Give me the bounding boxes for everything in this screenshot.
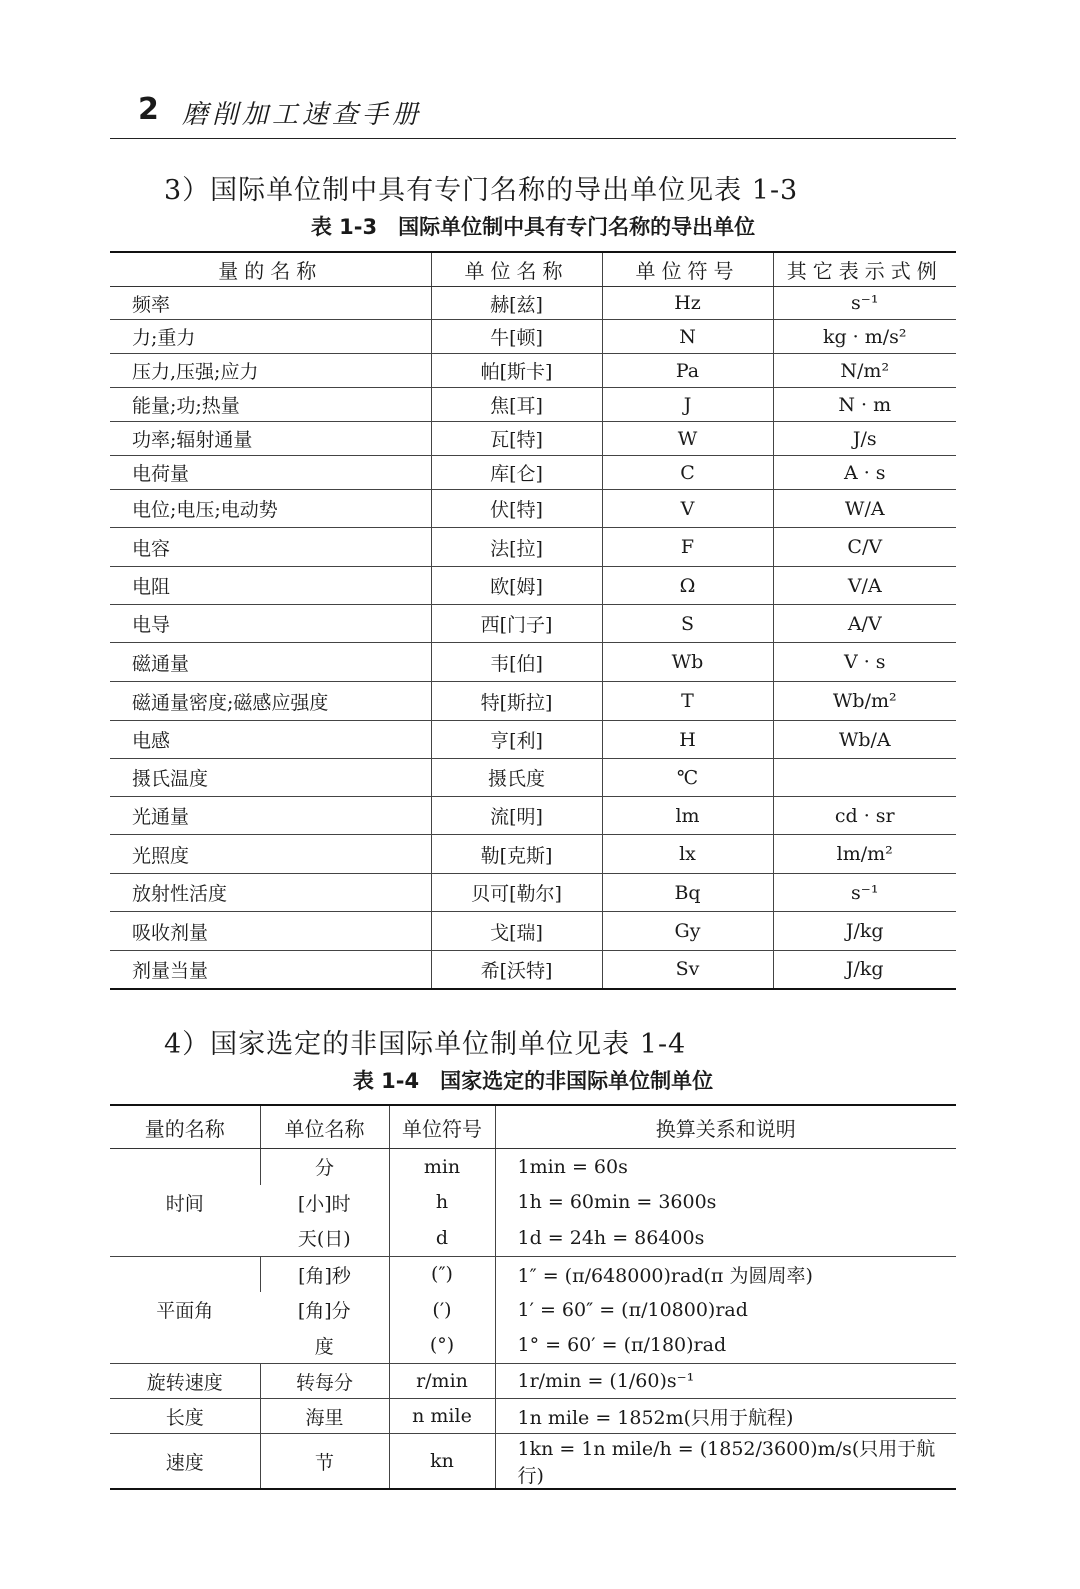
unit-name-cell: 法[拉] [431, 528, 602, 567]
unit-symbol-cell: min [389, 1149, 495, 1185]
page-header [110, 88, 956, 139]
expression-cell: kg · m/s² [773, 320, 956, 354]
unit-name-cell: 节 [260, 1434, 389, 1490]
table-row [110, 682, 956, 721]
quantity-cell: 光通量 [110, 797, 431, 835]
unit-name-cell: 瓦[特] [431, 422, 602, 456]
expression-cell: s⁻¹ [773, 874, 956, 912]
table-row [110, 422, 956, 456]
unit-symbol-cell: (°) [389, 1328, 495, 1364]
unit-symbol-cell: V [602, 490, 773, 528]
table-row [110, 567, 956, 605]
conversion-cell: 1′ = 60″ = (π/10800)rad [495, 1292, 956, 1328]
table-row [110, 388, 956, 422]
unit-name-cell: 韦[伯] [431, 643, 602, 682]
quantity-cell: 摄氏温度 [110, 759, 431, 797]
table-1-4-caption: 表 1-4 国家选定的非国际单位制单位 [352, 1069, 714, 1093]
table-1-3 [110, 251, 956, 990]
expression-cell: A/V [773, 605, 956, 643]
table-1-3-body [110, 287, 956, 989]
unit-name-cell: 天(日) [297, 1228, 351, 1251]
page-number: 2 [138, 92, 159, 127]
quantity-cell: 频率 [110, 287, 431, 320]
quantity-cell: 电位;电压;电动势 [110, 490, 431, 528]
unit-symbol-cell: h [389, 1185, 495, 1221]
quantity-cell: 旋转速度 [110, 1364, 260, 1399]
table-row [110, 1149, 956, 1185]
unit-symbol-cell: Wb [602, 643, 773, 682]
table-row [110, 605, 956, 643]
unit-name-cell: 库[仑] [431, 456, 602, 490]
expression-cell: N · m [773, 388, 956, 422]
unit-name-cell: 牛[顿] [431, 320, 602, 354]
unit-symbol-cell: ℃ [602, 759, 773, 797]
quantity-cell: 电阻 [110, 567, 431, 605]
unit-name-cell: 希[沃特] [431, 951, 602, 989]
quantity-cell: 速度 [110, 1434, 260, 1490]
table-1-4-header-row [110, 1105, 956, 1149]
unit-name-cell: 赫[兹] [431, 287, 602, 320]
unit-symbol-cell: H [602, 721, 773, 759]
unit-name-cell: 摄氏度 [431, 759, 602, 797]
col-header-unit-symbol: 单位符号 [602, 252, 773, 287]
expression-cell: s⁻¹ [773, 287, 956, 320]
table-row [110, 490, 956, 528]
expression-cell [773, 759, 956, 797]
expression-cell: C/V [773, 528, 956, 567]
col-header-unit-name: 单位名称 [260, 1105, 389, 1149]
expression-cell: J/kg [773, 912, 956, 951]
conversion-cell: 1d = 24h = 86400s [495, 1220, 956, 1256]
table-row [110, 1364, 956, 1399]
table-row [110, 287, 956, 320]
table-1-4 [110, 1104, 956, 1490]
unit-name-cell: 分 [260, 1149, 389, 1185]
book-title: 磨削加工速查手册 [182, 100, 423, 130]
table-row [110, 835, 956, 874]
quantity-cell: 磁通量密度;磁感应强度 [110, 682, 431, 721]
unit-symbol-cell: N [602, 320, 773, 354]
unit-symbol-cell: Hz [602, 287, 773, 320]
unit-symbol-cell: Sv [602, 951, 773, 989]
unit-symbol-cell: lm [602, 797, 773, 835]
quantity-cell: 电容 [110, 528, 431, 567]
unit-symbol-cell: W [602, 422, 773, 456]
unit-symbol-cell: r/min [389, 1364, 495, 1399]
table-1-3-caption: 表 1-3 国际单位制中具有专门名称的导出单位 [310, 215, 756, 239]
expression-cell: W/A [773, 490, 956, 528]
unit-symbol-cell: d [389, 1220, 495, 1256]
unit-symbol-cell: (′) [389, 1292, 495, 1328]
quantity-cell: 电感 [110, 721, 431, 759]
unit-symbol-cell: T [602, 682, 773, 721]
col-header-other-expression: 其它表示式例 [773, 252, 956, 287]
table-row [110, 912, 956, 951]
quantity-cell: 电导 [110, 605, 431, 643]
quantity-cell: 长度 [110, 1399, 260, 1434]
unit-symbol-cell: lx [602, 835, 773, 874]
table-1-4-body [110, 1149, 956, 1490]
quantity-cell: 能量;功;热量 [110, 388, 431, 422]
expression-cell: V · s [773, 643, 956, 682]
conversion-cell: 1kn = 1n mile/h = (1852/3600)m/s(只用于航行) [495, 1434, 956, 1490]
unit-name-cell: 度 [314, 1335, 334, 1358]
quantity-cell: 压力,压强;应力 [110, 354, 431, 388]
table-row [110, 643, 956, 682]
quantity-cell: 放射性活度 [110, 874, 431, 912]
expression-cell: lm/m² [773, 835, 956, 874]
table-row [110, 1399, 956, 1434]
conversion-cell: 1n mile = 1852m(只用于航程) [495, 1399, 956, 1434]
expression-cell: V/A [773, 567, 956, 605]
unit-name-cell: 流[明] [431, 797, 602, 835]
table-row [110, 1434, 956, 1490]
quantity-cell: 时间 [110, 1149, 260, 1257]
table-row [110, 721, 956, 759]
quantity-cell: 剂量当量 [110, 951, 431, 989]
unit-name-cell: [角]秒 [260, 1256, 389, 1292]
col-header-quantity: 量的名称 [110, 1105, 260, 1149]
expression-cell: Wb/A [773, 721, 956, 759]
col-header-unit-name: 单位名称 [431, 252, 602, 287]
unit-name-cell: 亨[利] [431, 721, 602, 759]
expression-cell: cd · sr [773, 797, 956, 835]
table-row [110, 1256, 956, 1292]
unit-name-cell: 勒[克斯] [431, 835, 602, 874]
unit-symbol-cell: Gy [602, 912, 773, 951]
col-header-conversion: 换算关系和说明 [495, 1105, 956, 1149]
conversion-cell: 1″ = (π/648000)rad(π 为圆周率) [495, 1256, 956, 1292]
unit-symbol-cell: (″) [389, 1256, 495, 1292]
conversion-cell: 1h = 60min = 3600s [495, 1185, 956, 1221]
expression-cell: N/m² [773, 354, 956, 388]
unit-symbol-cell: Pa [602, 354, 773, 388]
unit-symbol-cell: n mile [389, 1399, 495, 1434]
expression-cell: J/s [773, 422, 956, 456]
expression-cell: A · s [773, 456, 956, 490]
quantity-cell: 吸收剂量 [110, 912, 431, 951]
table-row [110, 456, 956, 490]
quantity-cell: 光照度 [110, 835, 431, 874]
unit-name-cell: 贝可[勒尔] [431, 874, 602, 912]
section-4-heading: 4）国家选定的非国际单位制单位见表 1-4 [164, 1029, 687, 1060]
table-1-3-header-row [110, 252, 956, 287]
unit-name-cell: 焦[耳] [431, 388, 602, 422]
unit-name-cell: 戈[瑞] [431, 912, 602, 951]
unit-name-cell: 特[斯拉] [431, 682, 602, 721]
unit-symbol-cell: Ω [602, 567, 773, 605]
quantity-cell: 力;重力 [110, 320, 431, 354]
quantity-cell: 磁通量 [110, 643, 431, 682]
unit-symbol-cell: J [602, 388, 773, 422]
unit-name-cell: 欧[姆] [431, 567, 602, 605]
table-row [110, 759, 956, 797]
unit-name-cell: 伏[特] [431, 490, 602, 528]
conversion-cell: 1° = 60′ = (π/180)rad [495, 1328, 956, 1364]
conversion-cell: 1r/min = (1/60)s⁻¹ [495, 1364, 956, 1399]
unit-name-cell: [小]时 [297, 1192, 351, 1215]
quantity-cell: 电荷量 [110, 456, 431, 490]
unit-symbol-cell: C [602, 456, 773, 490]
expression-cell: J/kg [773, 951, 956, 989]
table-row [110, 354, 956, 388]
table-row [110, 528, 956, 567]
unit-name-cell: 帕[斯卡] [431, 354, 602, 388]
unit-name-cell: 海里 [260, 1399, 389, 1434]
unit-symbol-cell: Bq [602, 874, 773, 912]
table-row [110, 951, 956, 989]
table-row [110, 874, 956, 912]
col-header-unit-symbol: 单位符号 [389, 1105, 495, 1149]
table-row [110, 320, 956, 354]
unit-name-cell: 转每分 [260, 1364, 389, 1399]
quantity-cell: 平面角 [110, 1256, 260, 1364]
expression-cell: Wb/m² [773, 682, 956, 721]
quantity-cell: 功率;辐射通量 [110, 422, 431, 456]
unit-symbol-cell: F [602, 528, 773, 567]
conversion-cell: 1min = 60s [495, 1149, 956, 1185]
table-row [110, 797, 956, 835]
col-header-quantity: 量的名称 [110, 252, 431, 287]
unit-symbol-cell: S [602, 605, 773, 643]
unit-name-cell: 西[门子] [431, 605, 602, 643]
unit-symbol-cell: kn [389, 1434, 495, 1490]
section-3-heading: 3）国际单位制中具有专门名称的导出单位见表 1-3 [164, 175, 799, 206]
unit-name-cell: [角]分 [297, 1300, 351, 1323]
